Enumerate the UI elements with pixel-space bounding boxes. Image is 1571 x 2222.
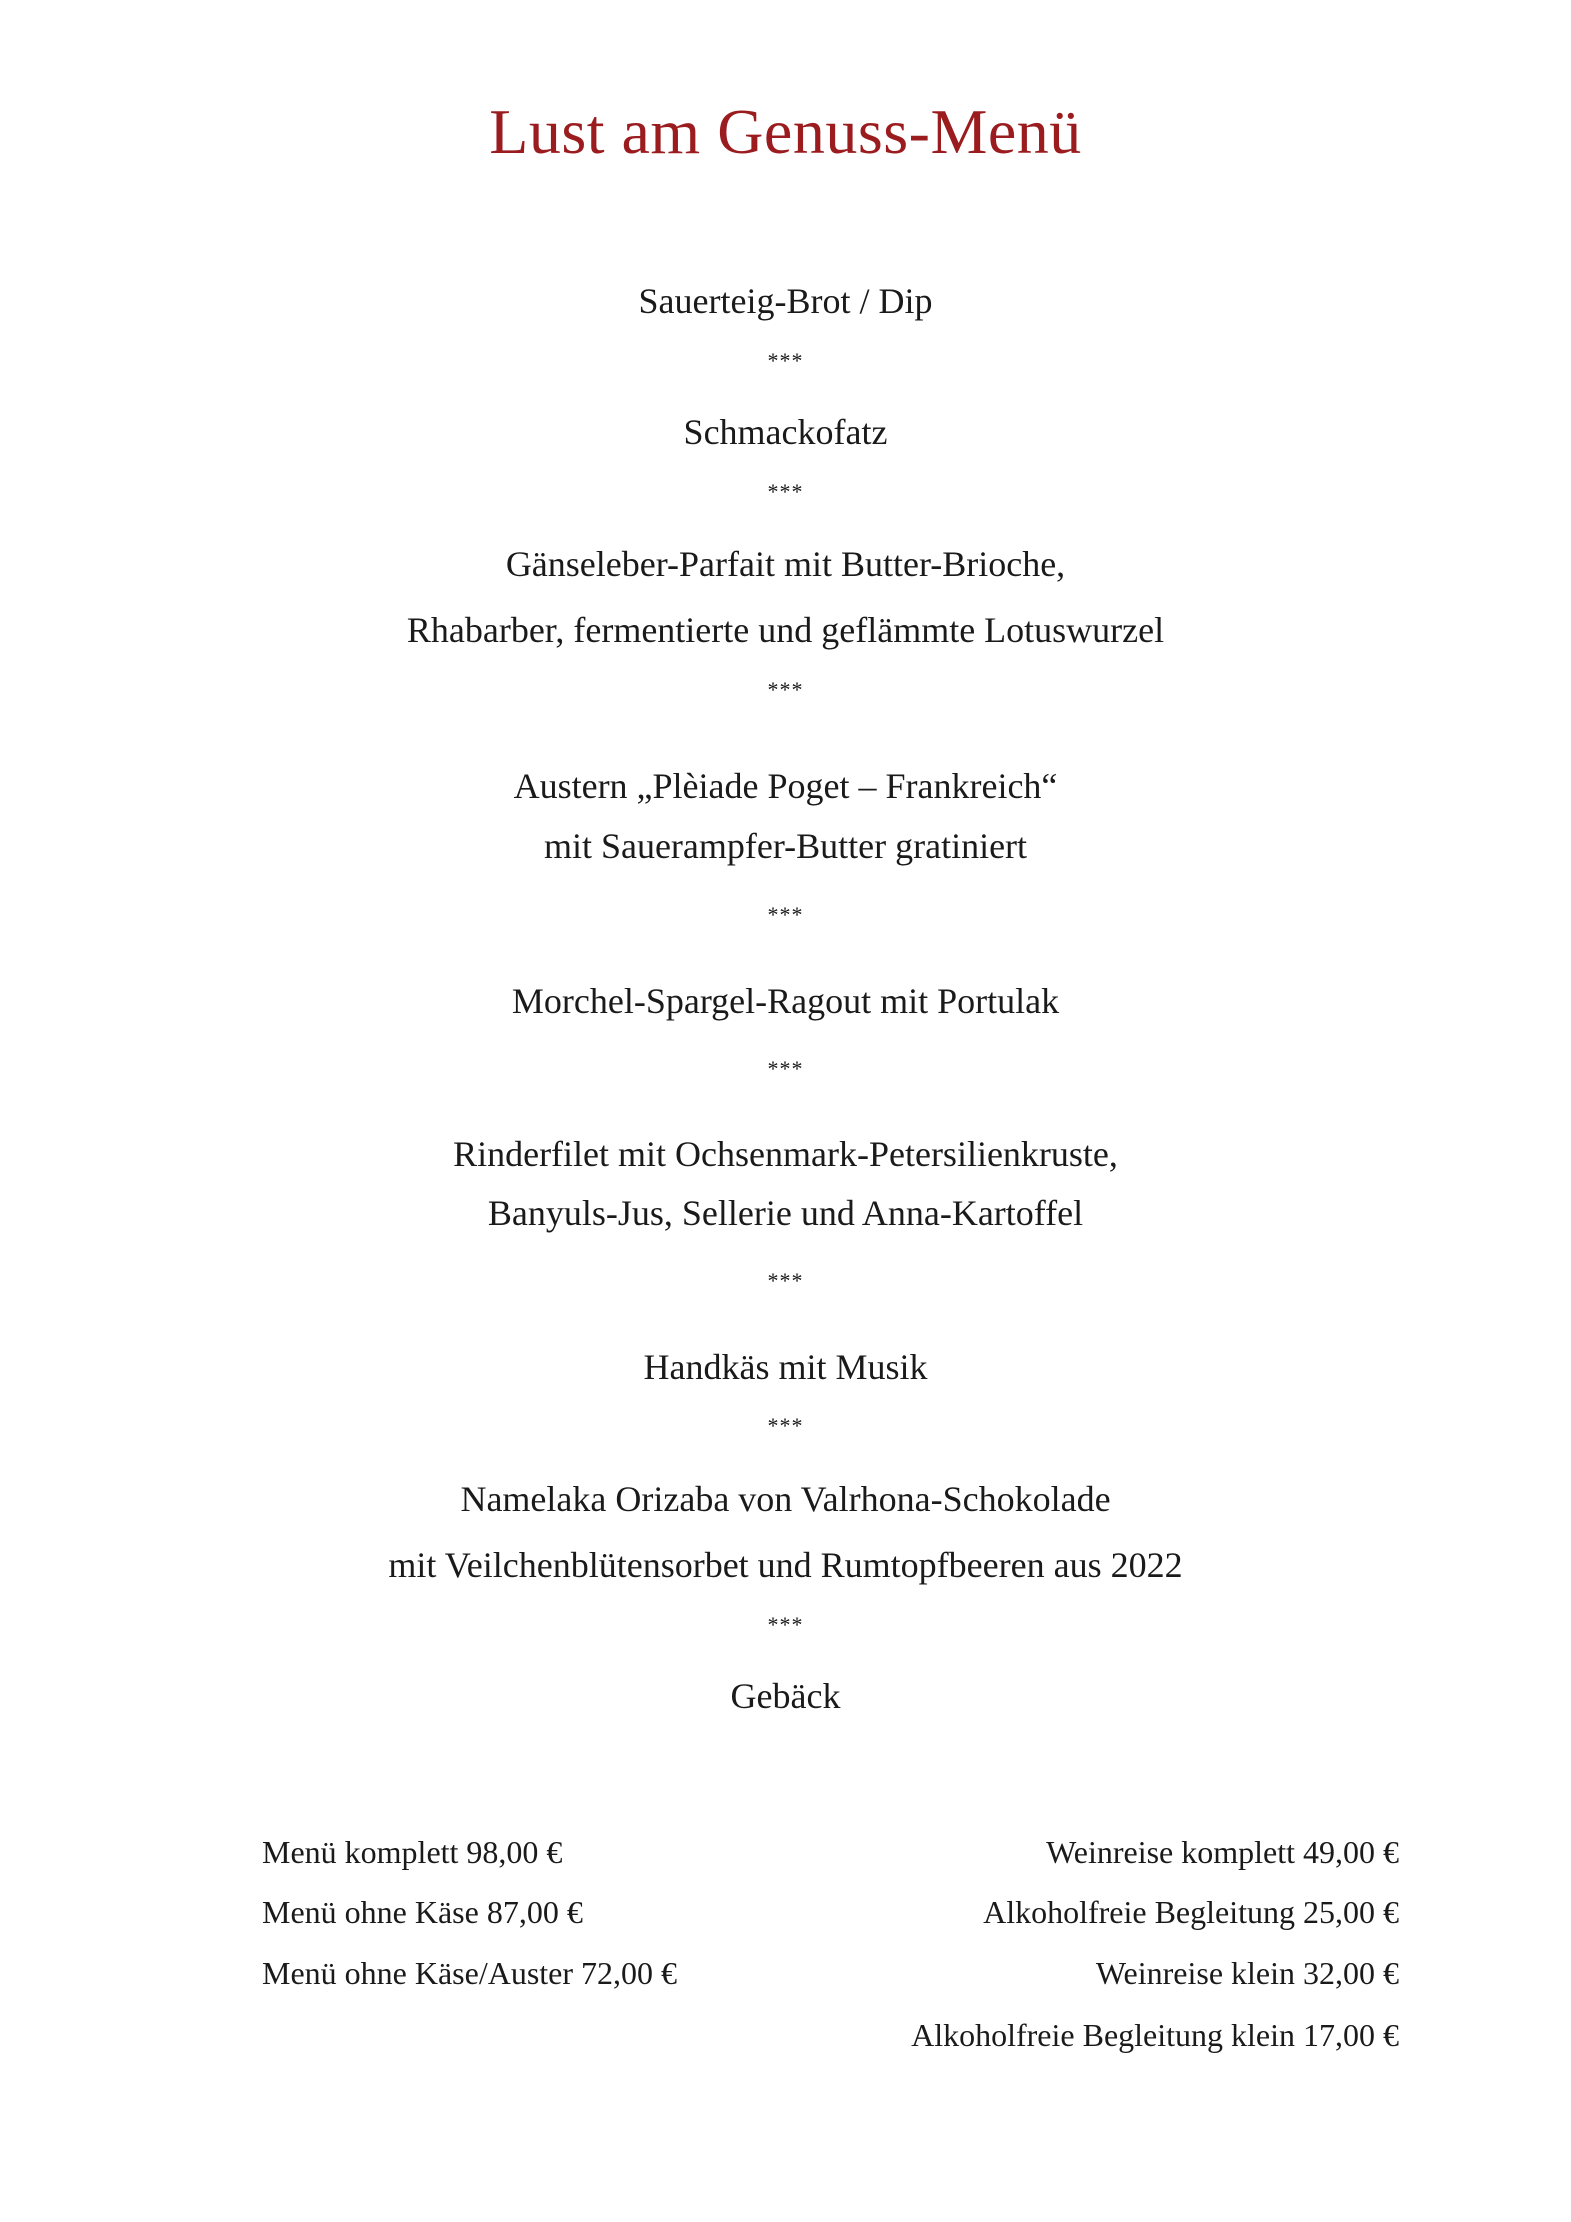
price-menu-complete: Menü komplett 98,00 € xyxy=(262,1834,563,1870)
course-6-line-1: Rinderfilet mit Ochsenmark-Petersilienkruste, xyxy=(453,1134,1118,1174)
course-7-line-1: Handkäs mit Musik xyxy=(643,1347,928,1387)
separator: *** xyxy=(767,1413,804,1438)
price-wine-journey-small: Weinreise klein 32,00 € xyxy=(1095,1955,1399,1991)
price-non-alcoholic-pairing-small: Alkoholfreie Begleitung klein 17,00 € xyxy=(911,2017,1399,2053)
course-2-line-1: Schmackofatz xyxy=(683,412,888,452)
course-8-line-1: Namelaka Orizaba von Valrhona-Schokolade xyxy=(460,1479,1111,1519)
separator: *** xyxy=(767,1056,804,1081)
separator: *** xyxy=(767,902,804,927)
course-6-line-2: Banyuls-Jus, Sellerie und Anna-Kartoffel xyxy=(487,1193,1084,1233)
separator: *** xyxy=(767,677,804,702)
course-3-line-1: Gänseleber-Parfait mit Butter-Brioche, xyxy=(505,544,1066,584)
separator: *** xyxy=(767,1612,804,1637)
course-8-line-2: mit Veilchenblütensorbet und Rumtopfbeeren aus 2022 xyxy=(388,1545,1183,1585)
separator: *** xyxy=(767,348,804,373)
course-3-line-2: Rhabarber, fermentierte und geflämmte Lotuswurzel xyxy=(406,610,1165,650)
menu-title: Lust am Genuss-Menü xyxy=(489,96,1082,167)
course-9-line-1: Gebäck xyxy=(730,1676,841,1716)
price-menu-no-cheese: Menü ohne Käse 87,00 € xyxy=(262,1894,583,1930)
price-menu-no-cheese-oyster: Menü ohne Käse/Auster 72,00 € xyxy=(262,1955,678,1991)
separator: *** xyxy=(767,1268,804,1293)
course-4-line-1: Austern „Plèiade Poget – Frankreich“ xyxy=(513,766,1058,806)
course-5-line-1: Morchel-Spargel-Ragout mit Portulak xyxy=(511,981,1060,1021)
price-wine-journey-complete: Weinreise komplett 49,00 € xyxy=(1046,1834,1399,1870)
price-non-alcoholic-pairing: Alkoholfreie Begleitung 25,00 € xyxy=(983,1894,1399,1930)
course-4-line-2: mit Sauerampfer-Butter gratiniert xyxy=(543,826,1028,866)
separator: *** xyxy=(767,479,804,504)
course-1-line-1: Sauerteig-Brot / Dip xyxy=(638,281,933,321)
